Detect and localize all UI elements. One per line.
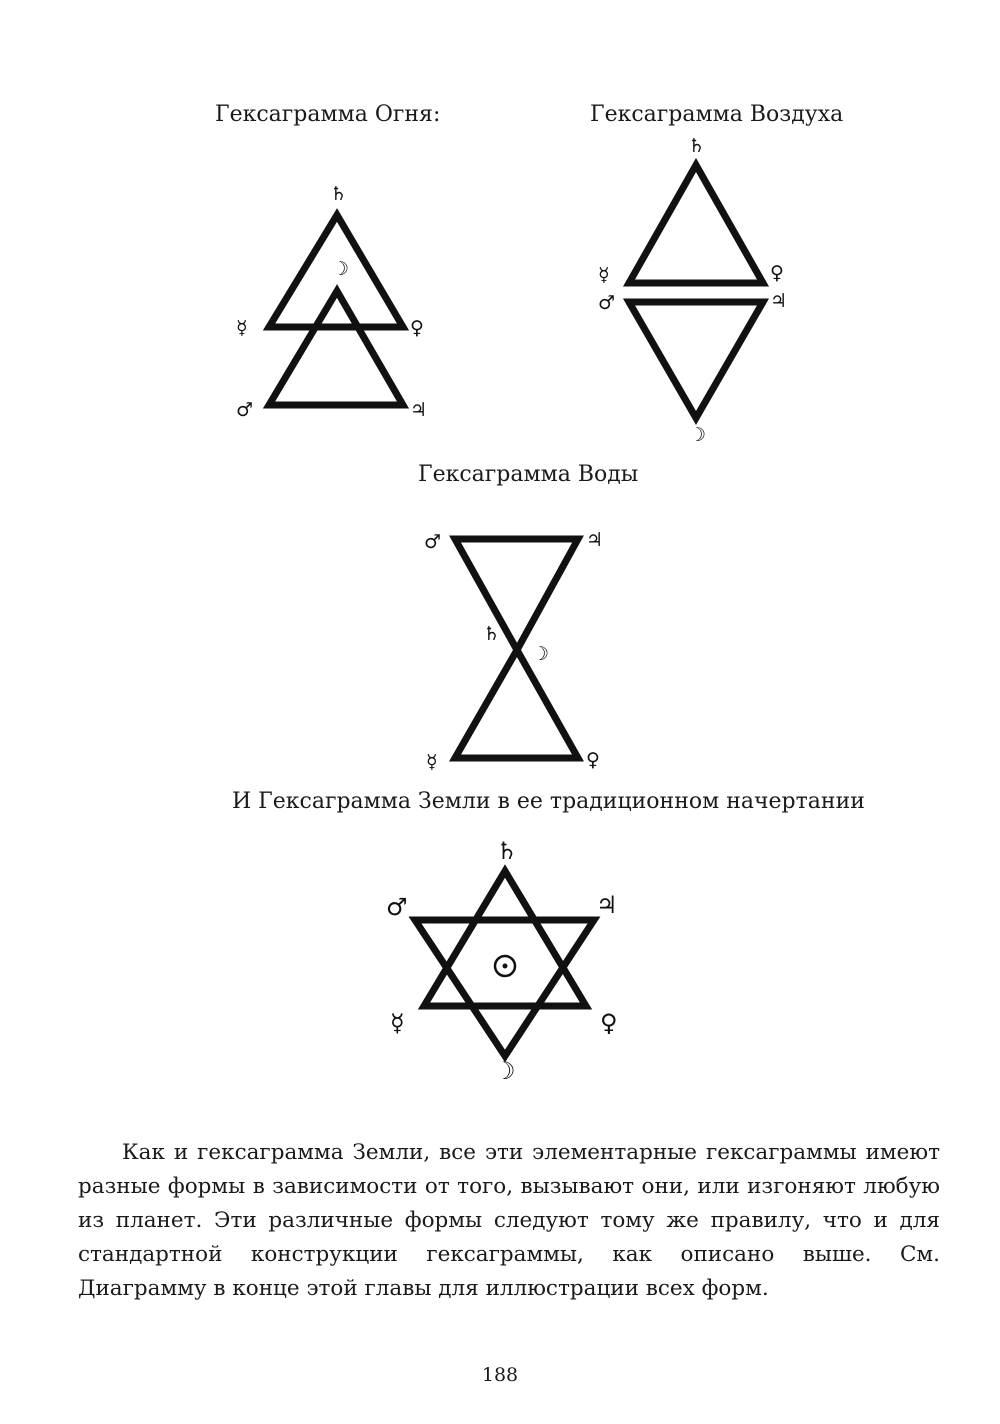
- earth-downward-triangle: [415, 920, 594, 1056]
- earth-hexagram-caption: И Гексаграмма Земли в ее традиционном начертании: [232, 789, 865, 814]
- saturn-icon: ♄: [688, 135, 706, 157]
- mercury-icon: ☿: [236, 317, 248, 339]
- saturn-icon: ♄: [483, 623, 501, 645]
- jupiter-icon: ♃: [596, 891, 618, 919]
- venus-icon: ♀: [770, 262, 784, 284]
- mars-icon: ♂: [598, 292, 616, 314]
- jupiter-icon: ♃: [770, 290, 788, 312]
- mercury-icon: ☿: [426, 751, 438, 773]
- venus-icon: ♀: [586, 749, 600, 771]
- jupiter-icon: ♃: [410, 399, 428, 421]
- saturn-icon: ♄: [330, 183, 348, 205]
- earth-upward-triangle: [424, 871, 586, 1006]
- sun-dot: [503, 964, 508, 969]
- mercury-icon: ☿: [598, 264, 610, 286]
- page-number: 188: [481, 1364, 519, 1386]
- venus-icon: ♀: [410, 317, 424, 339]
- moon-icon: ☽: [494, 1057, 516, 1085]
- jupiter-icon: ♃: [586, 529, 604, 551]
- mars-icon: ♂: [386, 893, 408, 921]
- water-hexagram-caption: Гексаграмма Воды: [418, 462, 639, 487]
- venus-icon: ♀: [600, 1009, 618, 1037]
- moon-icon: ☽: [532, 643, 550, 665]
- mars-icon: ♂: [424, 531, 442, 553]
- mercury-icon: ☿: [390, 1009, 405, 1037]
- saturn-icon: ♄: [496, 837, 518, 865]
- mars-icon: ♂: [236, 399, 254, 421]
- body-paragraph: Как и гексаграмма Земли, все эти элементарные гексаграммы имеют разные формы в зависимости от того, вызывают они, или изгоняют любую из планет. Эти различные формы следуют тому же правилу, что и для стандартной конструкции гексаграммы, как описано выше. См. Диаграмму в конце этой главы для иллюстрации всех форм.: [78, 1139, 940, 1301]
- moon-icon: ☽: [689, 424, 707, 446]
- air-hexagram-caption: Гексаграмма Воздуха: [590, 102, 844, 127]
- moon-icon: ☽: [332, 258, 350, 280]
- fire-hexagram-caption: Гексаграмма Огня:: [215, 102, 441, 127]
